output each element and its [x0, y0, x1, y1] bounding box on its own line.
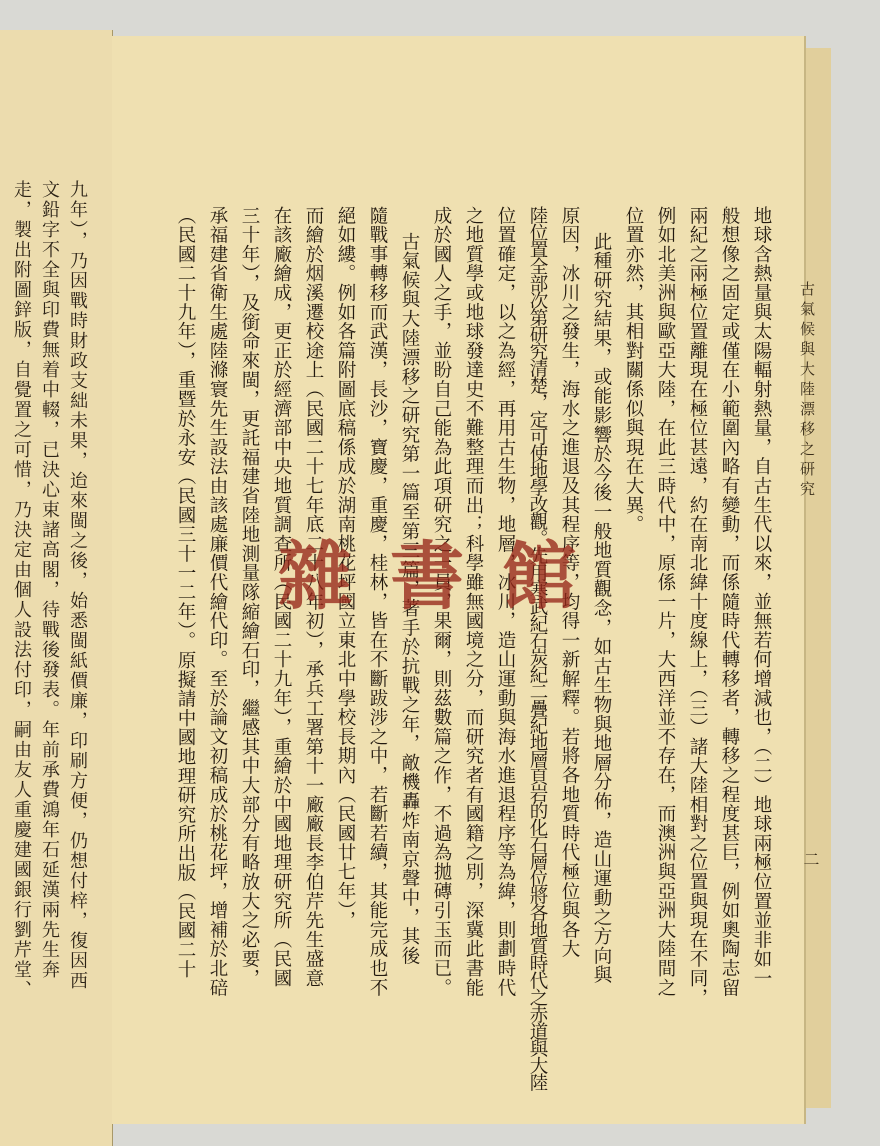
left-page-column: 九年），乃因戰時財政支絀未果，迨來閩之後，始悉閩紙價廉，印刷方便，仍想付梓，復因西: [67, 180, 88, 991]
text-column: 承福建省衛生處陸滌寰先生設法由該處廉價代繪代印。至於論文初稿成於桃花坪，增補於北碚: [207, 206, 228, 998]
text-column: 原因，冰川之發生，海水之進退及其程序等，均得一新解釋。若將各地質時代極位與各大: [559, 206, 580, 959]
text-column: 般想像之固定或僅在小範圍內略有變動，而係隨時代轉移者，轉移之程度甚巨，例如奧陶志留: [719, 206, 740, 998]
text-column: 三十年），及銜命來閩，更託福建省陸地測量隊縮繪石印，繼感其中大部分有略放大之必要，: [239, 206, 260, 989]
text-column: 古氣候與大陸漂移之研究第一篇至第三篇，著手於抗戰之年，敵機轟炸南京聲中，其後: [399, 232, 420, 966]
text-column: 兩紀之兩極位置離現在極位甚遠，約在南北緯十度線上，（三）諸大陸相對之位置與現在不同，: [687, 206, 708, 1008]
text-column: 例如北美洲與歐亞大陸，在此三時代中，原係一片，大西洋並不存在，而澳洲與亞洲大陸間之: [655, 206, 676, 998]
text-column: 之地質學或地球發達史不難整理而出；科學雖無國境之分，而研究者有國籍之別，深冀此書能: [463, 206, 484, 998]
left-facing-page: [0, 30, 113, 1146]
text-column: 而繪於烟溪遷校途上（民國二十七年底二十八年初），承兵工署第十一廠廠長李伯芹先生盛意: [303, 206, 324, 989]
text-column: 地球含熱量與太陽輻射熱量，自古生代以來，並無若何增減也，（二）地球兩極位置並非如一: [751, 206, 772, 989]
text-column: 成於國人之手，並盼自己能為此項研究之一員，果爾，則茲數篇之作，不過為拋磚引玉而已。: [431, 206, 452, 998]
page-number: 二: [801, 851, 820, 867]
text-column: 在該廠繪成，更正於經濟部中央地質調查所（民國二十九年），重繪於中國地理研究所（民國: [271, 206, 292, 989]
text-column: 位置確定，以之為經，再用古生物，地層，冰川，造山運動與海水進退程序等為緯，則劃時代: [495, 206, 516, 998]
page-stack-edge: [801, 48, 831, 1108]
left-page-column: 文鉛字不全與印費無着中輟，已決心束諸高閣，待戰後發表。年前承費鴻年石延漢兩先生奔: [39, 180, 60, 980]
text-column: 絕如縷。例如各篇附圖底稿係成於湖南桃花坪國立東北中學校長期內（民國廿七年），: [335, 206, 356, 931]
running-header: 古氣候與大陸漂移之研究: [798, 281, 816, 501]
text-column: 位置亦然，其相對關係似與現在大異。: [623, 206, 644, 535]
text-column: 隨戰事轉移而武漢，長沙，寶慶，重慶，桂林，皆在不斷跋涉之中，若斷若續，其能完成也不: [367, 206, 388, 998]
text-column: （民國二十九年），重暨於永安（民國三十一二年）。原擬請中國地理研究所出版（民國二十: [175, 206, 196, 979]
left-page-column: 走，製出附圖鋅版，自覺置之可惜，乃決定由個人設法付印，嗣由友人重慶建國銀行劉芹堂、: [11, 180, 32, 1000]
text-column: 此種研究結果，或能影響於今後一般地質觀念，如古生物與地層分佈，造山運動之方向與: [591, 232, 612, 985]
library-seal-stamp: 雜書館: [278, 534, 614, 620]
text-column: 陸位置全部次第研究清楚，定可使地學改觀。先用寒武紀石炭紀二疊紀地層頁岩的化石層位將各地質時代之赤道與大陸: [527, 206, 548, 1090]
